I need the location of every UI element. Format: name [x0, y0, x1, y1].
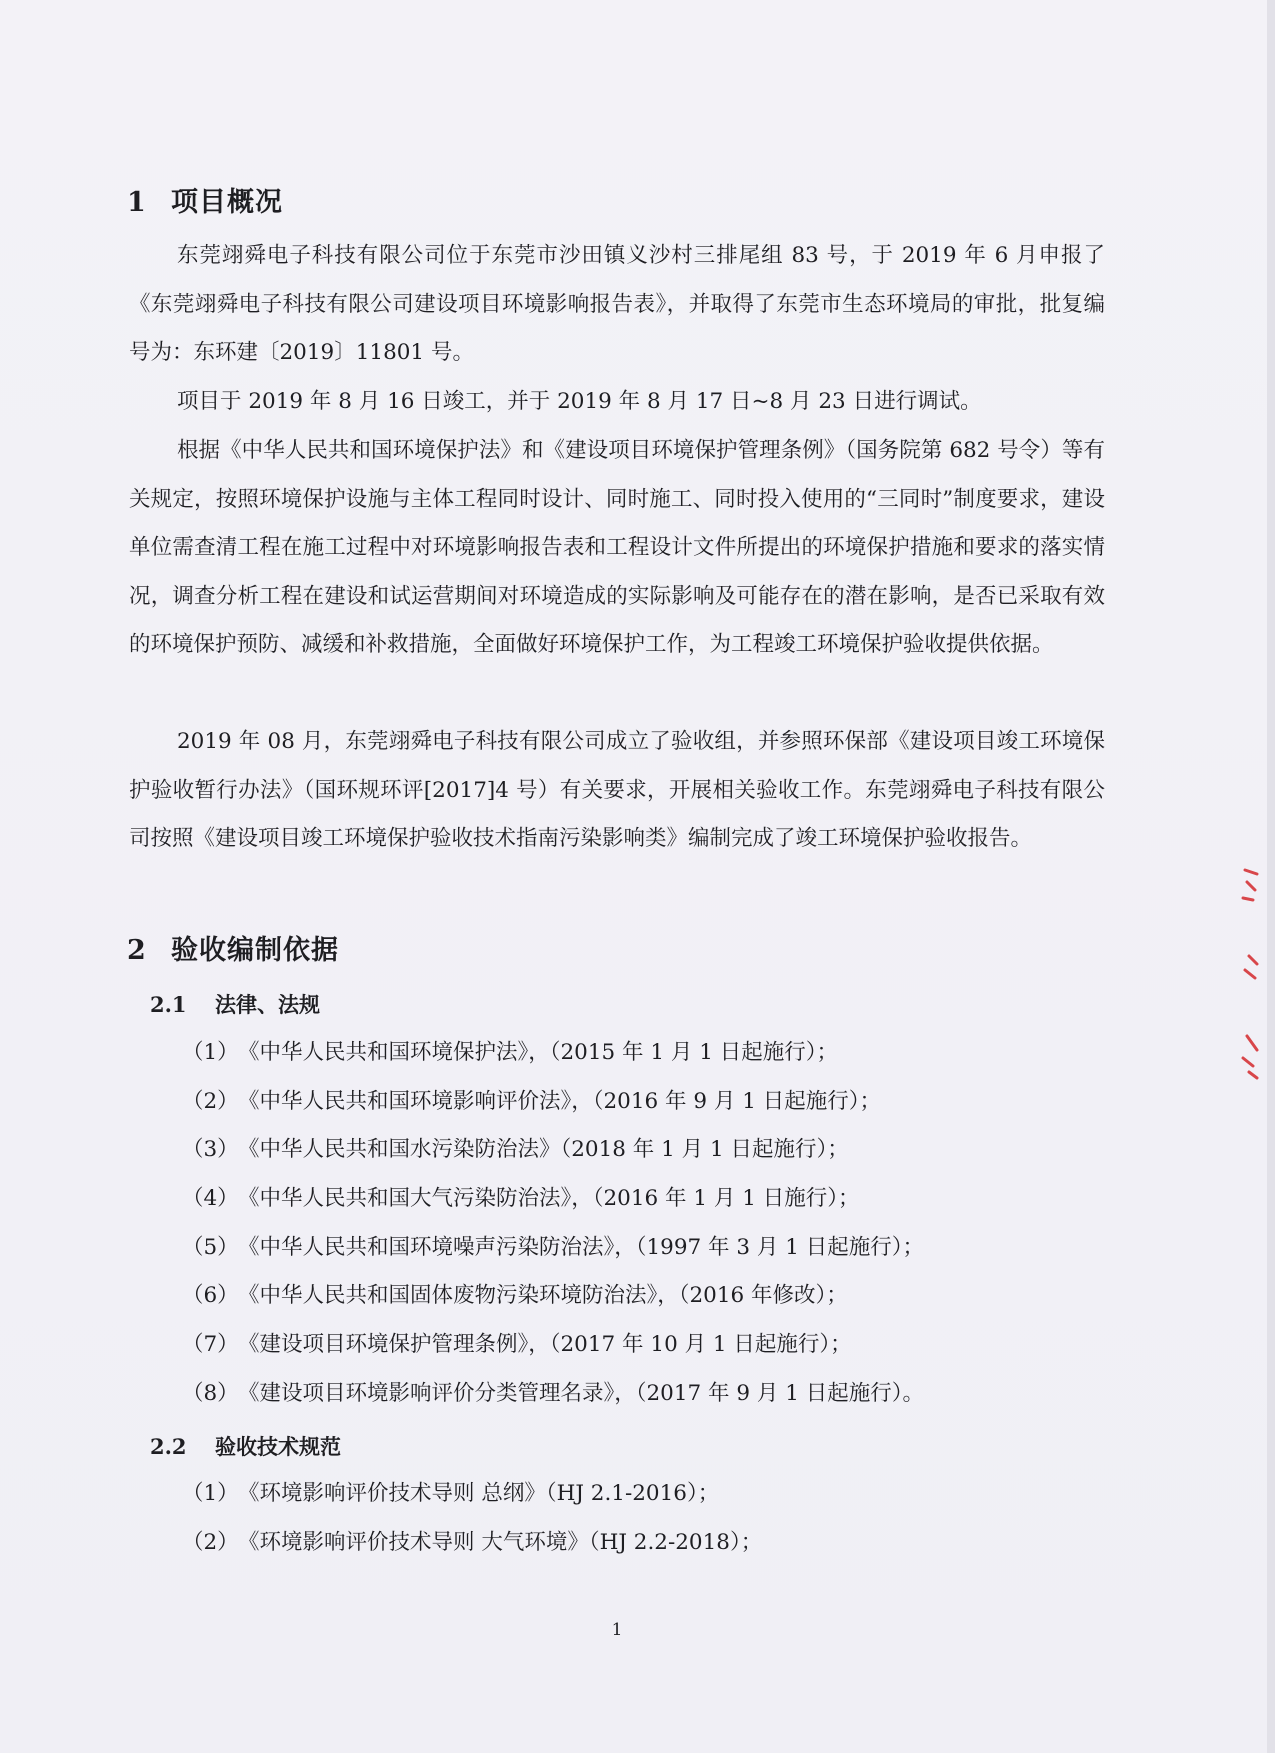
section-2-heading — [127, 928, 339, 967]
list-index: （4） — [182, 1186, 239, 1212]
subsection-title: 验收技术规范 — [215, 1434, 341, 1459]
list-index: （7） — [182, 1332, 239, 1358]
laws-list — [182, 1029, 924, 1419]
standards-list — [182, 1470, 762, 1567]
seal-stamp-fragment — [1239, 860, 1261, 1080]
list-item — [182, 1175, 924, 1224]
list-item — [182, 1126, 924, 1175]
list-item — [182, 1272, 924, 1321]
paragraph: 根据《中华人民共和国环境保护法》和《建设项目环境保护管理条例》（国务院第 682 号令）等有关规定，按照环境保护设施与主体工程同时设计、同时施工、同时投入使用的“三同时”制度要求，建设单位需查清工程在施工过程中对环境影响报告表和工程设计文件所提出的环境保护措施和要求的落实情况，调查分析工程在建设和试运营期间对环境造成的实际影响及可能存在的潜在影响，是否已采取有效的环境保护预防、减缓和补救措施，全面做好环境保护工作，为工程竣工环境保护验收提供依据。 — [129, 438, 1105, 657]
section-title: 验收编制依据 — [171, 935, 339, 966]
list-text: 《中华人民共和国环境保护法》，（2015 年 1 月 1 日起施行）； — [238, 1040, 838, 1065]
list-item — [182, 1519, 762, 1568]
section-1-heading — [127, 180, 283, 219]
paragraph: 东莞翊舜电子科技有限公司位于东莞市沙田镇义沙村三排尾组 83 号，于 2019 年 6 月申报了《东莞翊舜电子科技有限公司建设项目环境影响报告表》，并取得了东莞市生态环境局的审批，批复编号为：东环建〔2019〕11801 号。 — [129, 243, 1105, 365]
section-number: 1 — [127, 187, 147, 218]
scan-edge — [1267, 0, 1275, 1753]
list-item — [182, 1370, 924, 1419]
list-index: （3） — [182, 1137, 239, 1163]
list-text: 《建设项目环境影响评价分类管理名录》，（2017 年 9 月 1 日起施行）。 — [238, 1380, 924, 1406]
list-text: 《环境影响评价技术导则 总纲》（HJ 2.1-2016）； — [238, 1481, 720, 1506]
list-index: （6） — [182, 1283, 239, 1309]
list-item — [182, 1224, 924, 1273]
paragraph: 项目于 2019 年 8 月 16 日竣工，并于 2019 年 8 月 17 日~8 月 23 日进行调试。 — [177, 389, 982, 414]
section-title: 项目概况 — [171, 187, 283, 218]
paragraph: 2019 年 08 月，东莞翊舜电子科技有限公司成立了验收组，并参照环保部《建设项目竣工环境保护验收暂行办法》（国环规环评[2017]4 号）有关要求，开展相关验收工作。东莞翊舜电子科技有限公司按照《建设项目竣工环境保护验收技术指南污染影响类》编制完成了竣工环境保护验收报告。 — [129, 729, 1105, 851]
list-text: 《中华人民共和国环境影响评价法》，（2016 年 9 月 1 日起施行）； — [238, 1088, 881, 1114]
list-item — [182, 1078, 924, 1127]
list-index: （5） — [182, 1234, 239, 1260]
list-text: 《中华人民共和国环境噪声污染防治法》，（1997 年 3 月 1 日起施行）； — [238, 1234, 924, 1260]
section-number: 2 — [127, 935, 147, 966]
list-item — [182, 1470, 762, 1519]
list-text: 《建设项目环境保护管理条例》，（2017 年 10 月 1 日起施行）； — [238, 1332, 852, 1358]
list-index: （1） — [182, 1481, 239, 1506]
list-item — [182, 1029, 924, 1078]
list-index: （2） — [182, 1529, 239, 1555]
list-item — [182, 1321, 924, 1370]
list-text: 《中华人民共和国固体废物污染环境防治法》，（2016 年修改）； — [238, 1283, 848, 1309]
subsection-2-2-heading — [150, 1431, 341, 1461]
subsection-number: 2.1 — [150, 992, 187, 1017]
page-number: 1 — [611, 1620, 623, 1640]
subsection-2-1-heading — [150, 989, 320, 1019]
subsection-title: 法律、法规 — [215, 992, 320, 1017]
list-index: （8） — [182, 1380, 239, 1406]
list-index: （2） — [182, 1088, 239, 1114]
subsection-number: 2.2 — [150, 1434, 187, 1459]
list-index: （1） — [182, 1040, 239, 1065]
list-text: 《环境影响评价技术导则 大气环境》（HJ 2.2-2018）； — [238, 1529, 763, 1555]
list-text: 《中华人民共和国大气污染防治法》，（2016 年 1 月 1 日施行）； — [238, 1186, 860, 1212]
list-text: 《中华人民共和国水污染防治法》（2018 年 1 月 1 日起施行）； — [238, 1137, 849, 1163]
